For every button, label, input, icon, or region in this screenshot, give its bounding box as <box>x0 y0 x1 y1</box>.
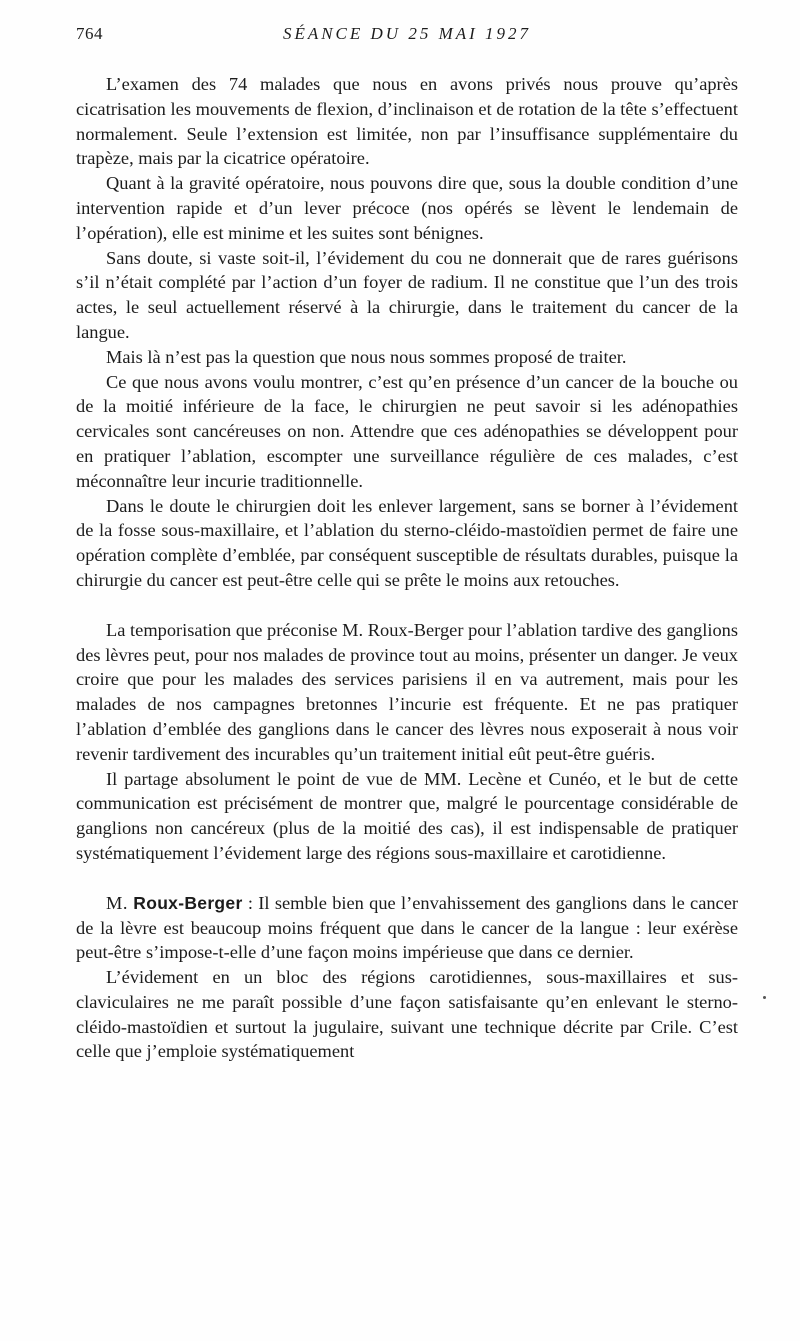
speaker-separator: : <box>242 892 259 913</box>
paragraph-radium: Sans doute, si vaste soit-il, l’évidement du cou ne donnerait que de rares guérisons s’il n’était complété par l’action d’un foyer de radium. Il ne constitue que l’un des trois actes, le seul actuellement réservé à la chirurgie, dans le traitement du cancer de la langue. <box>76 247 738 342</box>
page-header <box>76 24 738 50</box>
reply-paragraph <box>76 891 738 965</box>
speaker-title: M. <box>106 892 128 913</box>
paragraph-question: Mais là n’est pas la question que nous nous sommes proposé de traiter. <box>106 346 627 367</box>
paragraph-doute: Dans le doute le chirurgien doit les enlever largement, sans se borner à l’évidement de la fosse sous-maxillaire, et l’ablation du sterno-cléido-mastoïdien permet de faire une opération complète d’emblée, par conséquent susceptible de résultats durables, puisque la chirurgie du cancer est peut-être celle qui se prête le moins aux retouches. <box>76 495 738 590</box>
body-text <box>76 72 738 1064</box>
page-number: 764 <box>76 24 103 43</box>
paragraph-temporisation: La temporisation que préconise M. Roux-Berger pour l’ablation tardive des ganglions des lèvres peut, pour nos malades de province tout au moins, présenter un danger. Je veux croire que pour les malades des services parisiens il en va autrement, mais pour les malades de nos campagnes bretonnes l’incurie est fréquente. Et ne pas pratiquer l’ablation d’emblée des ganglions dans le cancer des lèvres nous exposerait à nous voir revenir tardivement des incurables qu’un traitement initial eût peut-être guéris. <box>76 619 738 764</box>
reply-continuation: L’évidement en un bloc des régions carotidiennes, sous-maxillaires et sus-claviculaires ne me paraît possible d’une façon satisfaisante qu’en enlevant le sterno-cléido-mastoïdien et surtout la jugulaire, suivant une technique décrite par Crile. C’est celle que j’emploie systématiquement <box>76 967 738 1062</box>
paragraph-adenopathies: Ce que nous avons voulu montrer, c’est qu’en présence d’un cancer de la bouche ou de la moitié inférieure de la face, le chirurgien ne peut savoir si les adénopathies cervicales sont cancéreuses on non. Attendre que ces adénopathies se développent pour en pratiquer l’ablation, escompter une surveillance régulière de ces malades, c’est méconnaître leur incurie traditionnelle. <box>76 371 738 491</box>
running-head: SÉANCE DU 25 MAI 1927 <box>282 24 532 43</box>
reply-text: Il semble bien que l’envahissement des ganglions dans le cancer de la lèvre est beaucoup moins fréquent que dans le cancer de la langue : leur exérèse peut-être s’impose-t-elle d’une façon moins impérieuse que dans ce dernier. <box>76 892 739 963</box>
speaker-name: Roux-Berger <box>133 892 243 913</box>
margin-dot <box>763 996 766 999</box>
paragraph-gravite: Quant à la gravité opératoire, nous pouvons dire que, sous la double condition d’une intervention rapide et d’un lever précoce (nos opérés se lèvent le lendemain de l’opération), elle est minime et les suites sont bénignes. <box>76 173 738 243</box>
paragraph-examen: L’examen des 74 malades que nous en avons privés nous prouve qu’après cicatrisation les mouvements de flexion, d’inclinaison et de rotation de la tête s’effectuent normalement. Seule l’extension est limitée, non par l’insuffisance supplémentaire du trapèze, mais par la cicatrice opératoire. <box>76 74 738 169</box>
paragraph-partage: Il partage absolument le point de vue de MM. Lecène et Cunéo, et le but de cette communication est précisément de montrer que, malgré le pourcentage considérable de ganglions non cancéreux (plus de la moitié des cas), il est indispensable de pratiquer systématiquement l’évidement large des régions sous-maxillaire et carotidienne. <box>76 768 738 863</box>
